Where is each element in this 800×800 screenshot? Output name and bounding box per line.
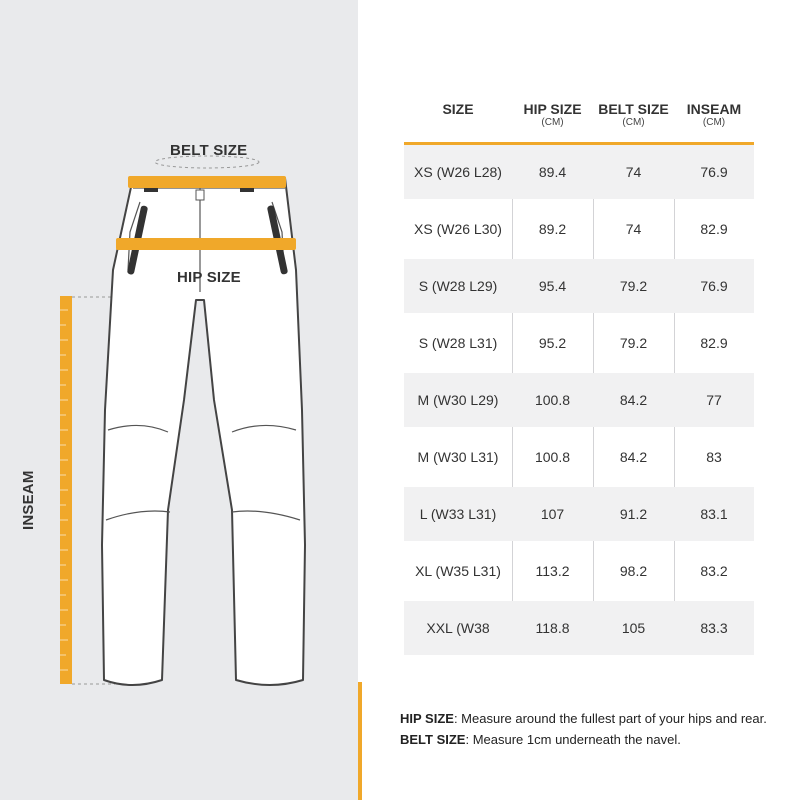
cell-inseam: 77 [706,392,722,408]
cell-hip: 113.2 [535,563,570,579]
table-row [404,373,754,427]
cell-inseam: 83.1 [700,506,728,522]
belt-size-label: BELT SIZE [170,142,248,159]
belt-note-term: BELT SIZE [400,732,466,747]
belt-note [400,729,767,750]
cell-hip: 107 [540,506,565,522]
cell-hip: 100.8 [534,449,571,465]
table-row [404,601,754,655]
header-size: SIZE [442,101,474,117]
cell-hip: 95.4 [538,278,567,294]
cell-hip: 118.8 [535,620,570,636]
cell-belt: 79.2 [619,335,648,351]
table-row [404,202,754,256]
table-row [404,145,754,199]
table-header [404,98,754,145]
cell-hip: 89.4 [538,164,567,180]
cell-belt: 79.2 [619,278,648,294]
table-row [404,316,754,370]
hip-size-label: HIP SIZE [177,269,241,286]
cell-hip: 89.2 [538,221,567,237]
hip-note [400,708,767,729]
cell-size: XS (W26 L28) [414,164,502,180]
hip-note-term: HIP SIZE [400,711,454,726]
cell-inseam: 83.3 [700,620,728,636]
cell-belt: 98.2 [619,563,648,579]
cell-inseam: 83.2 [700,563,728,579]
header-hip-size: HIP SIZE (CM) [523,101,582,128]
belt-note-text: : Measure 1cm underneath the navel. [465,732,681,747]
cell-inseam: 76.9 [700,164,728,180]
cell-inseam: 82.9 [700,335,728,351]
cell-size: XL (W35 L31) [415,563,501,579]
table-row [404,430,754,484]
cell-inseam: 76.9 [700,278,728,294]
cell-belt: 74 [625,164,642,180]
accent-bar [358,682,362,800]
inseam-label: INSEAM [20,470,37,530]
cell-belt: 105 [621,620,646,636]
table-row [404,259,754,313]
cell-size: XXL (W38 [426,620,490,636]
cell-inseam: 83 [706,449,722,465]
hip-tape [116,238,296,250]
cell-belt: 84.2 [619,449,648,465]
cell-size: M (W30 L31) [417,449,499,465]
size-table-body [404,145,754,658]
cell-belt: 74 [625,221,642,237]
cell-size: XS (W26 L30) [414,221,502,237]
cell-size: S (W28 L31) [418,335,498,351]
cell-hip: 95.2 [538,335,567,351]
cell-size: L (W33 L31) [419,506,497,522]
cell-size: M (W30 L29) [417,392,499,408]
table-row [404,544,754,598]
cell-belt: 91.2 [619,506,648,522]
header-inseam: INSEAM (CM) [686,101,742,128]
cell-belt: 84.2 [619,392,648,408]
measurement-notes [400,708,767,750]
belt-tape [128,176,286,188]
header-belt-size: BELT SIZE (CM) [598,101,669,128]
table-row [404,487,754,541]
hip-note-text: : Measure around the fullest part of your hips and rear. [453,711,767,726]
cell-size: S (W28 L29) [418,278,498,294]
cell-hip: 100.8 [534,392,571,408]
cell-inseam: 82.9 [700,221,728,237]
pants-outline-icon [0,0,358,800]
